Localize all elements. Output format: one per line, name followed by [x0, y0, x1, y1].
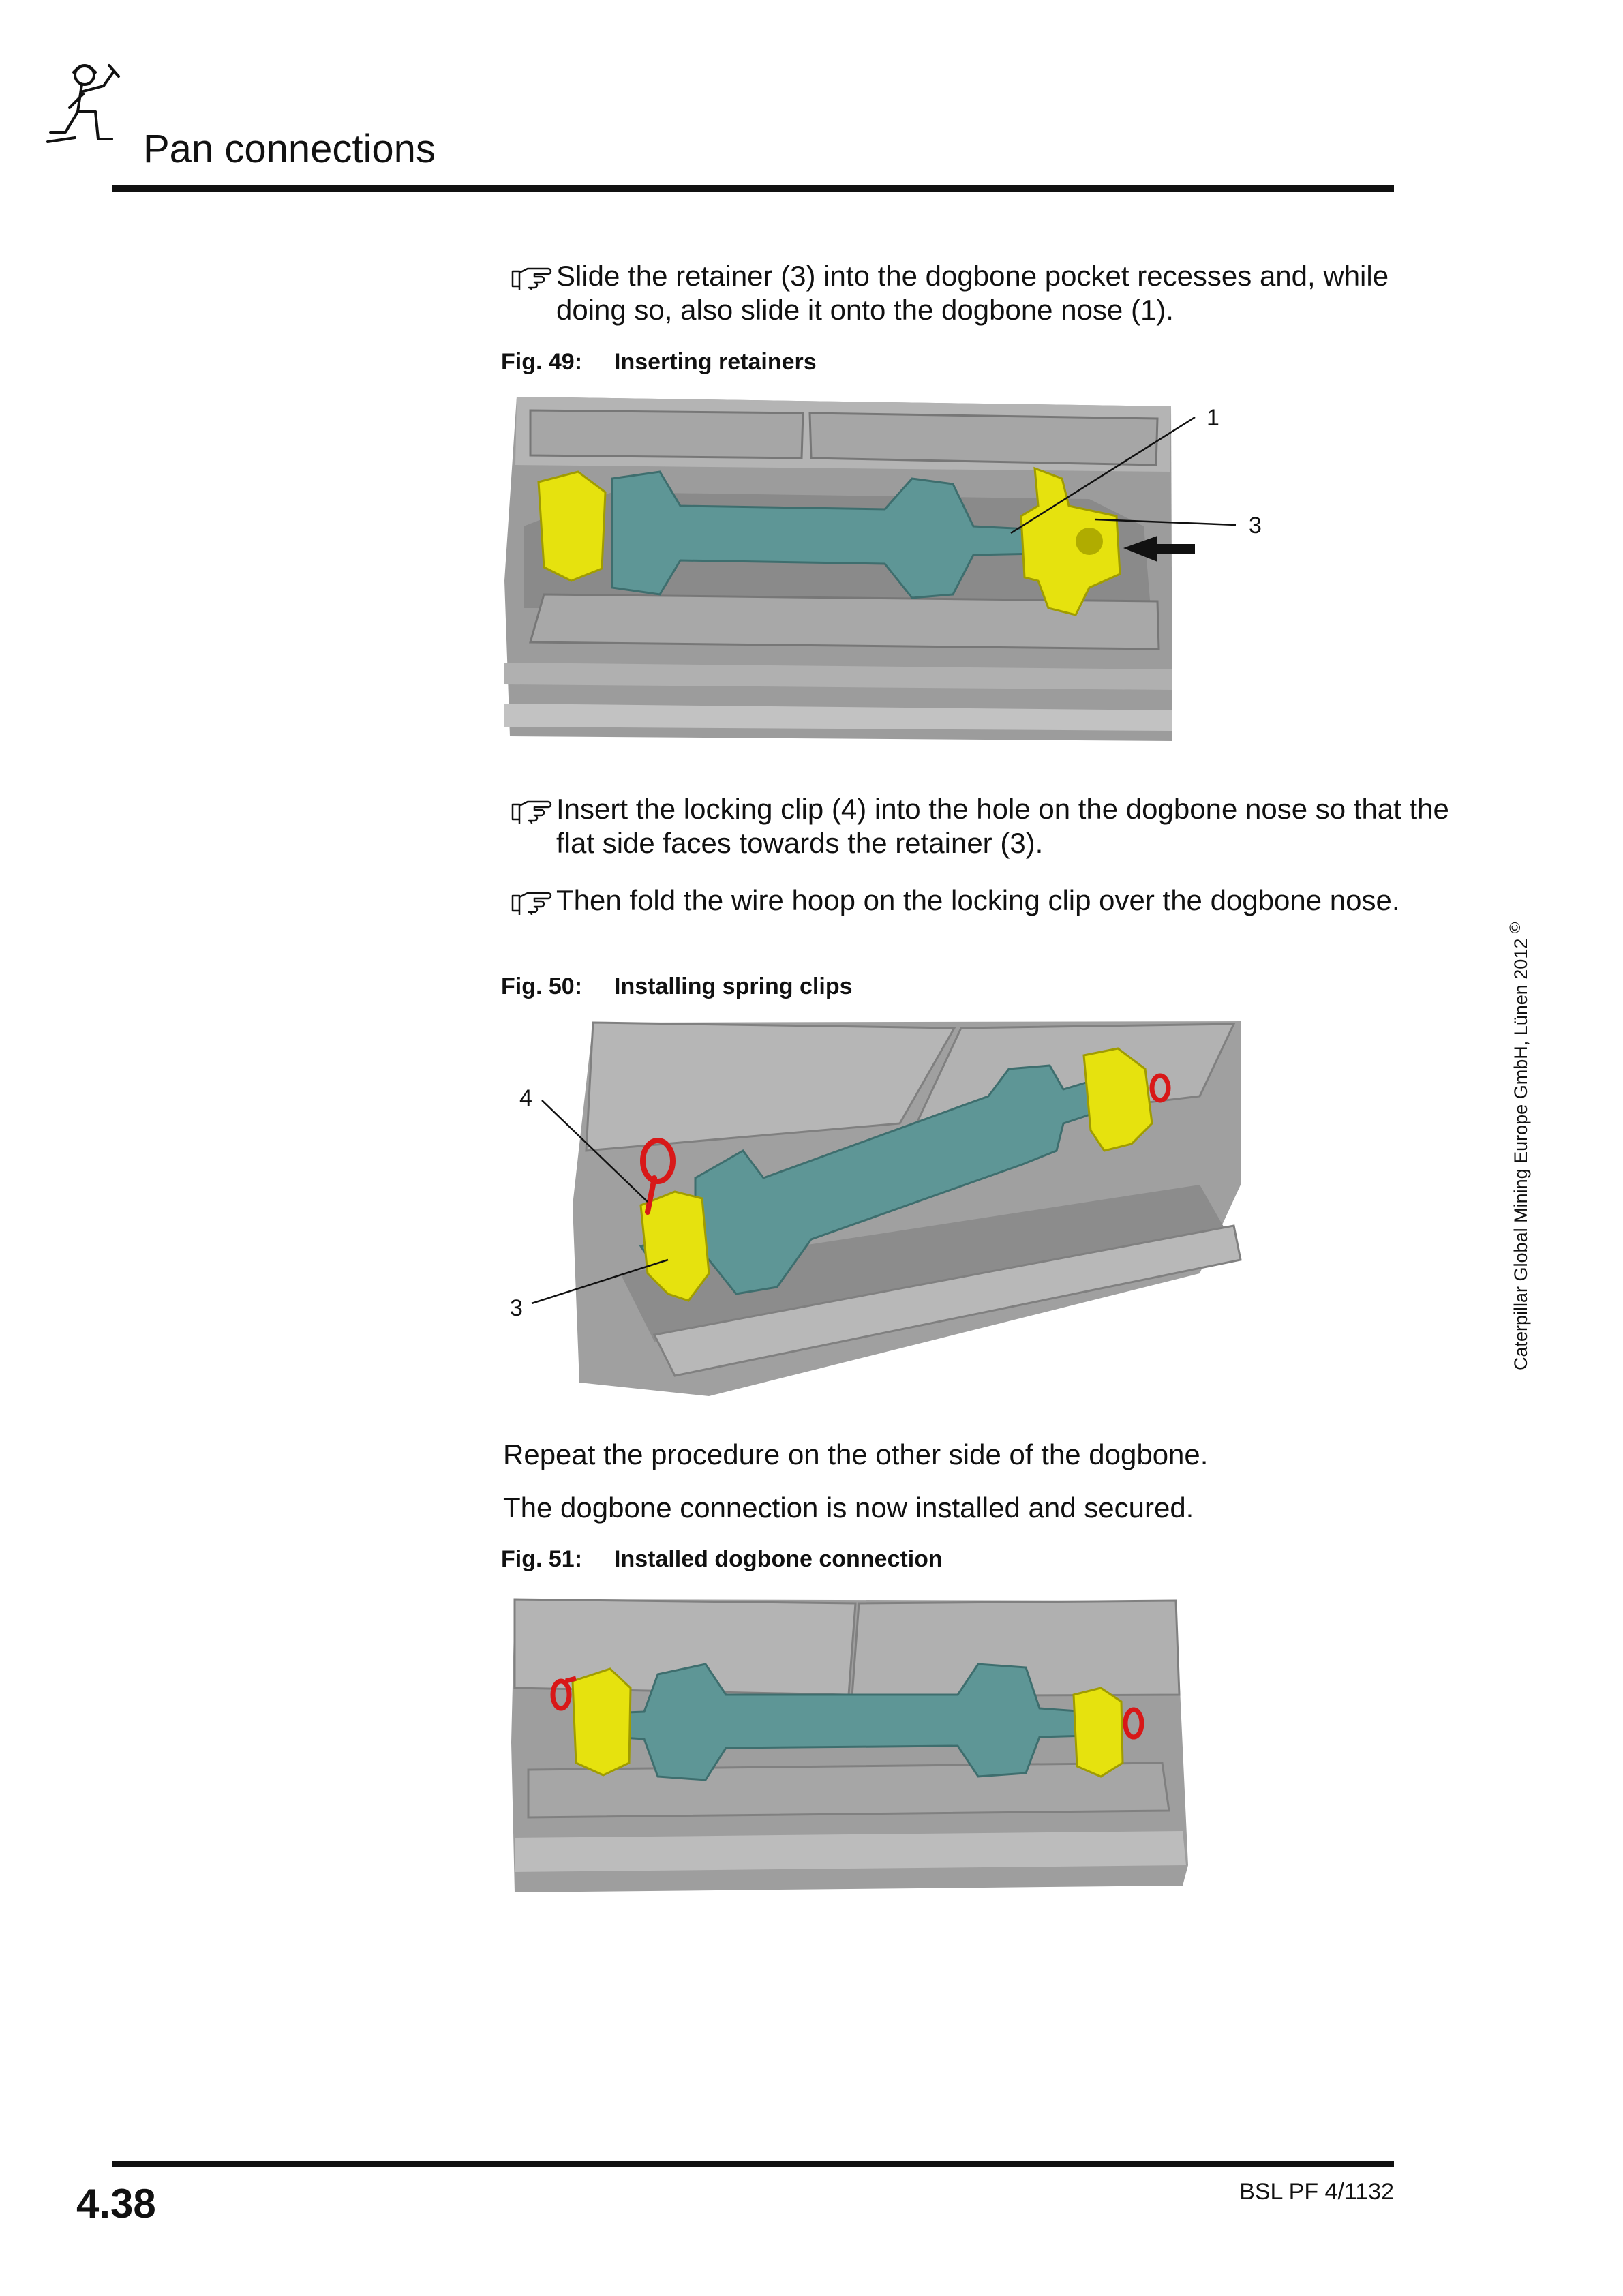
body-paragraph: Repeat the procedure on the other side of the dogbone.	[503, 1438, 1209, 1470]
figure-title: Inserting retainers	[614, 349, 817, 375]
callout-label: 3	[1249, 513, 1262, 539]
instruction-step	[510, 259, 1451, 327]
figure-title: Installing spring clips	[614, 973, 853, 999]
callout-label: 3	[510, 1295, 523, 1321]
instruction-text: Insert the locking clip (4) into the hole on the dogbone nose so that the flat side faces towards the retainer (3).	[556, 793, 1449, 859]
footer-rule	[112, 2161, 1394, 2167]
figure-installed-dogbone-connection	[508, 1592, 1189, 1920]
document-code: BSL PF 4/1132	[1239, 2179, 1394, 2205]
instruction-step	[510, 883, 1451, 952]
figure-inserting-retainers	[503, 390, 1246, 744]
retainer-right	[1074, 1688, 1123, 1777]
callout-label: 4	[519, 1085, 532, 1111]
figure-number: Fig. 49:	[501, 349, 583, 375]
copyright-notice	[1506, 825, 1534, 1370]
pointing-hand-icon	[510, 265, 553, 290]
figure-number: Fig. 51:	[501, 1546, 583, 1572]
figure-installing-spring-clips	[518, 1014, 1247, 1403]
retainer-left	[573, 1669, 631, 1775]
page-title: Pan connections	[143, 127, 436, 171]
instruction-text: Slide the retainer (3) into the dogbone pocket recesses and, while doing so, also slide it onto the dogbone nose (1).	[556, 260, 1389, 326]
figure-caption	[501, 349, 1114, 376]
callout-label: 1	[1207, 405, 1219, 431]
copyright-text: Caterpillar Global Mining Europe GmbH, Lünen 2012	[1511, 938, 1531, 1370]
page-number: 4.38	[76, 2181, 156, 2226]
instruction-text: Then fold the wire hoop on the locking clip over the dogbone nose.	[556, 884, 1400, 916]
worker-with-hammer-icon	[42, 60, 138, 169]
figure-title: Installed dogbone connection	[614, 1546, 943, 1572]
figure-number: Fig. 50:	[501, 973, 583, 999]
instruction-step	[510, 792, 1451, 860]
figure-caption	[501, 973, 1114, 1001]
header-rule	[112, 185, 1394, 192]
body-paragraph: The dogbone connection is now installed and secured.	[503, 1492, 1194, 1524]
retainer-left	[539, 472, 605, 581]
pointing-hand-icon	[510, 798, 553, 824]
figure-caption	[501, 1546, 1114, 1573]
copyright-symbol: ©	[1506, 922, 1523, 934]
pointing-hand-icon	[510, 889, 553, 915]
